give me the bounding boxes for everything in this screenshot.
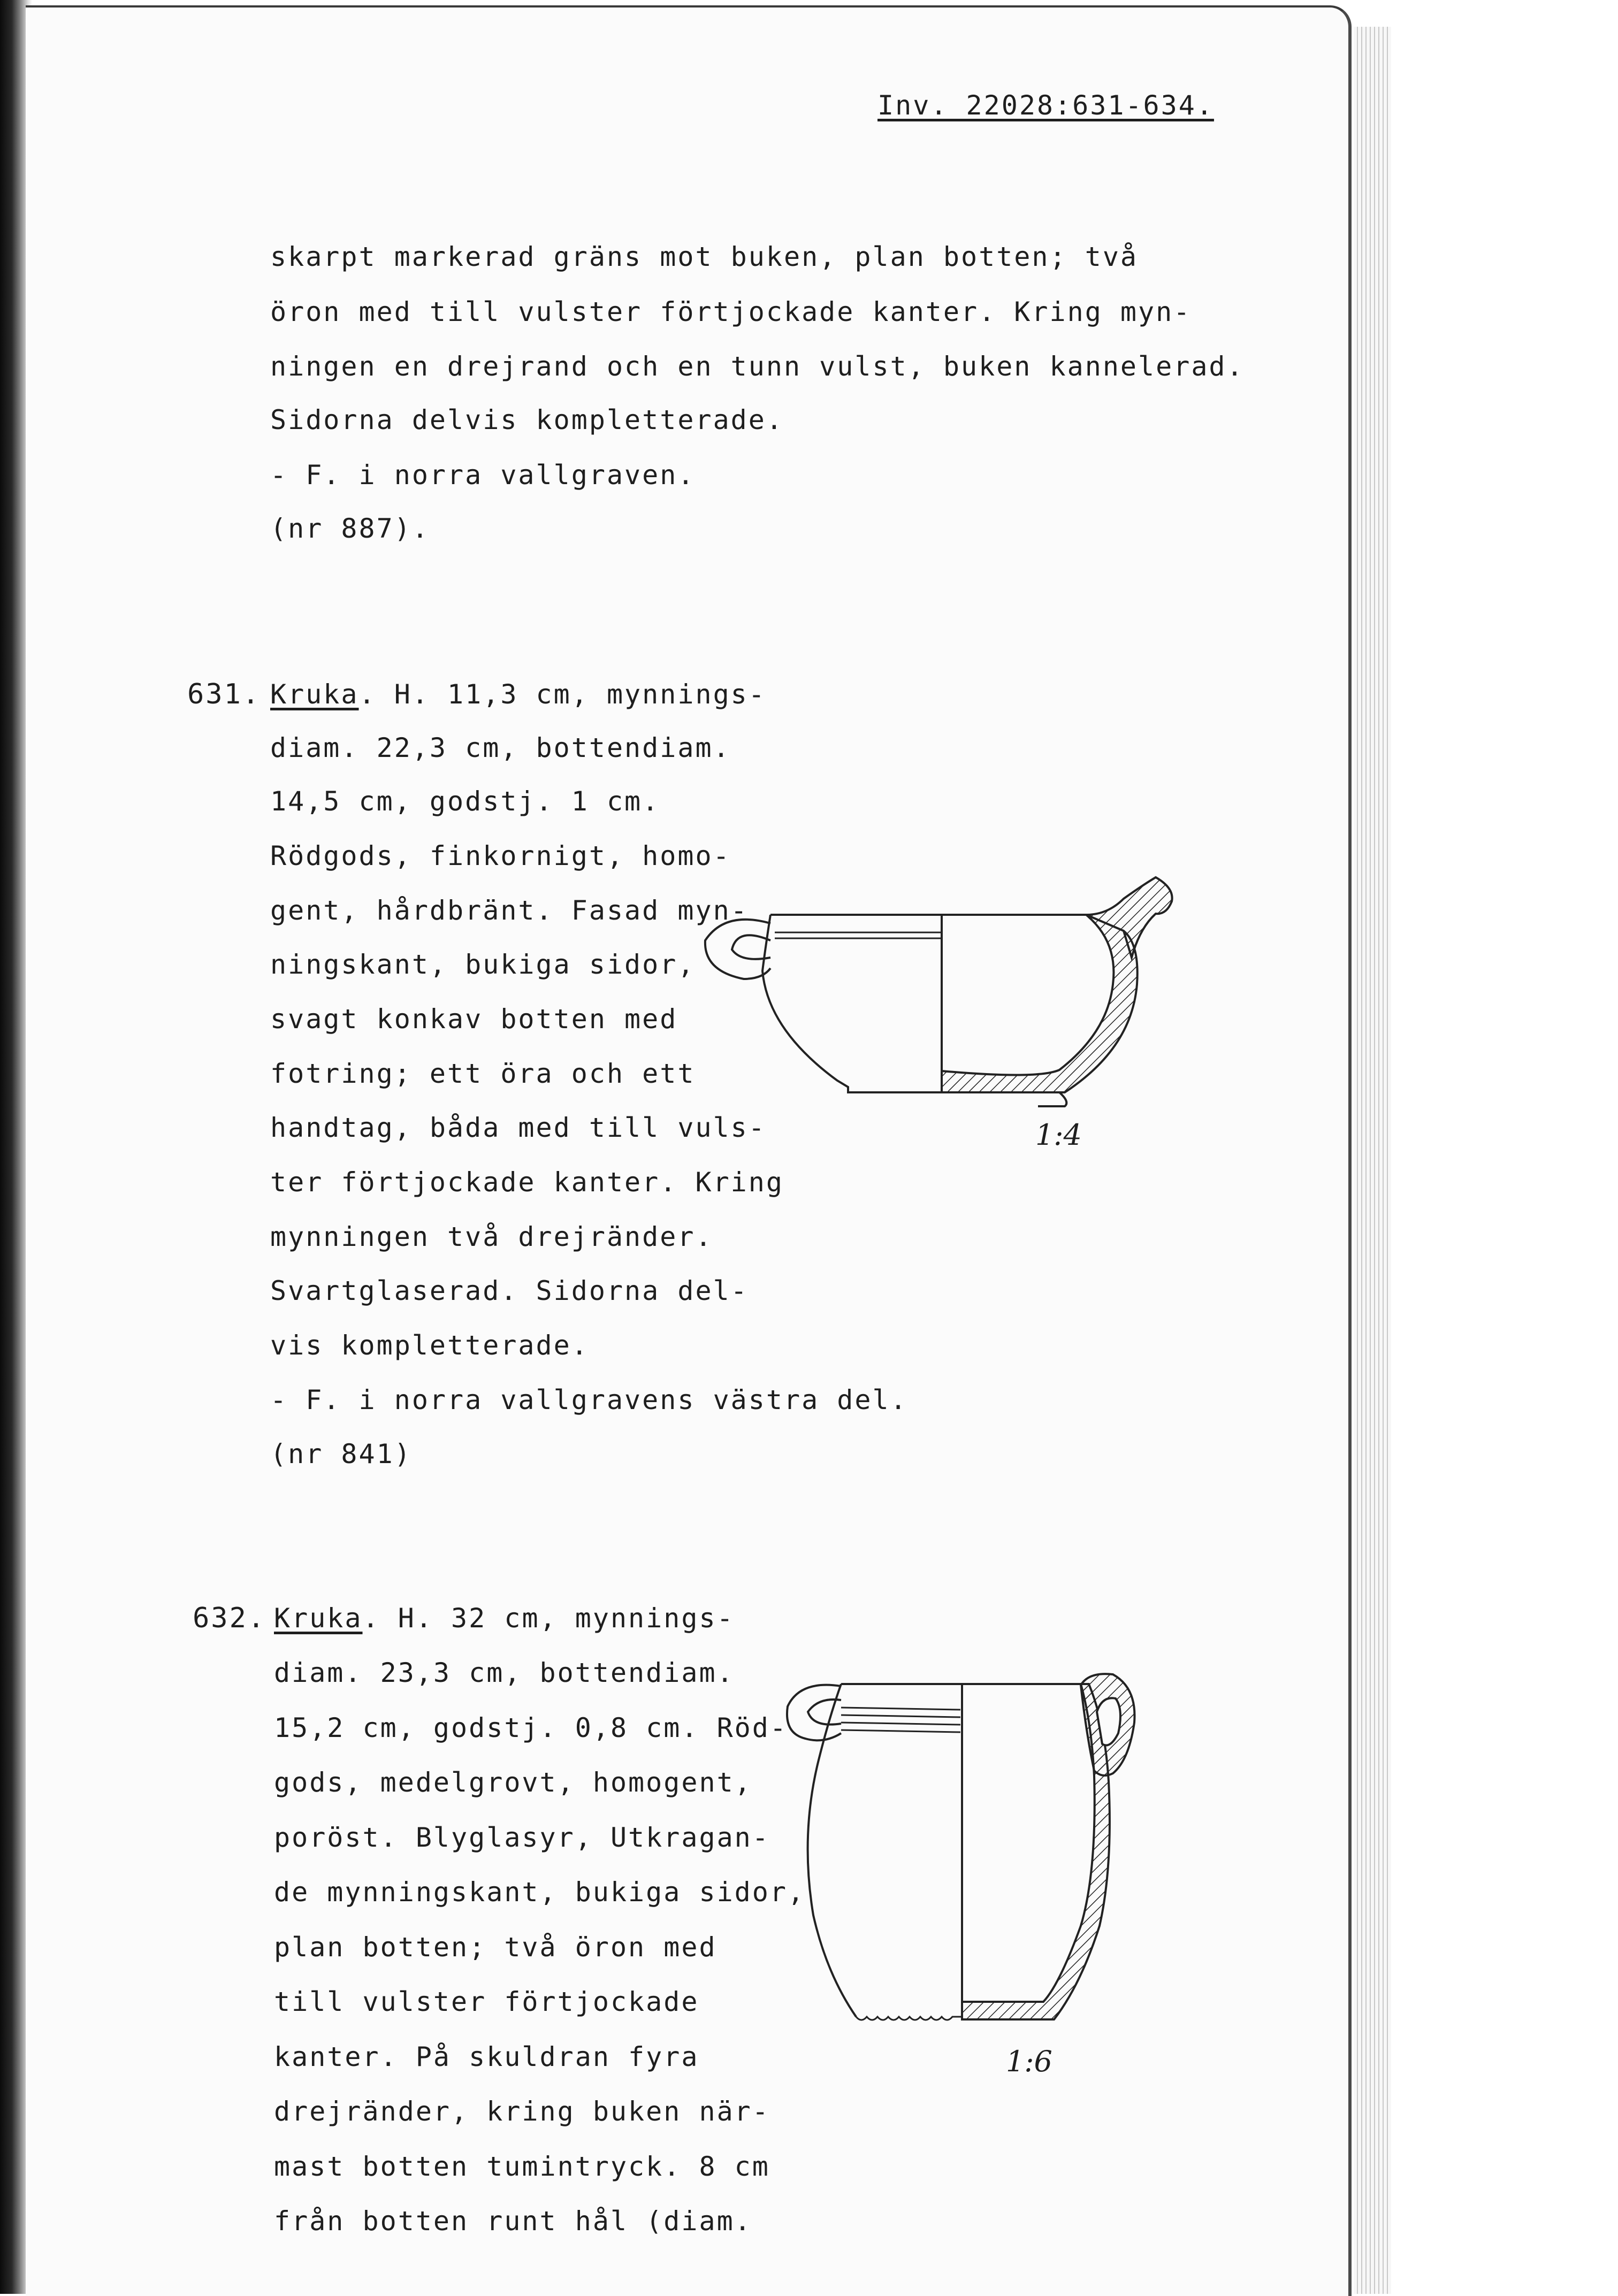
text-line: ningskant, bukiga sidor,: [270, 949, 696, 980]
text-line: (nr 841): [270, 1438, 412, 1470]
text-line: gods, medelgrovt, homogent,: [274, 1767, 752, 1798]
pot-profile-drawing-632: [781, 1674, 1145, 2038]
entry-number: 632.: [193, 1602, 266, 1634]
entry-first-line: [270, 678, 766, 710]
text-line: mynningen två drejränder.: [270, 1221, 713, 1252]
text-line: drejränder, kring buken när-: [274, 2096, 770, 2127]
text-line: diam. 23,3 cm, bottendiam.: [274, 1657, 735, 1688]
entry-first-line: [274, 1602, 735, 1634]
entry-first-line-rest: . H. 11,3 cm, mynnings-: [358, 679, 766, 710]
text-line: svagt konkav botten med: [270, 1004, 678, 1035]
text-line: kanter. På skuldran fyra: [274, 2041, 699, 2072]
entry-number: 631.: [187, 678, 261, 710]
text-line: de mynningskant, bukiga sidor,: [274, 1877, 806, 1908]
inventory-reference: Inv. 22028:631-634.: [877, 90, 1214, 121]
text-line: diam. 22,3 cm, bottendiam.: [270, 732, 731, 763]
text-line: skarpt markerad gräns mot buken, plan botten; två: [270, 241, 1139, 272]
object-name: Kruka: [274, 1603, 363, 1634]
text-line: vis kompletterade.: [270, 1330, 589, 1361]
text-line: till vulster förtjockade: [274, 1986, 699, 2017]
text-line: Sidorna delvis kompletterade.: [270, 404, 784, 435]
text-line: ningen en drejrand och en tunn vulst, buken kannelerad.: [270, 351, 1245, 382]
text-line: Rödgods, finkornigt, homo-: [270, 840, 731, 871]
text-line: 15,2 cm, godstj. 0,8 cm. Röd-: [274, 1712, 788, 1743]
text-line: - F. i norra vallgravens västra del.: [270, 1384, 908, 1415]
text-line: 14,5 cm, godstj. 1 cm.: [270, 786, 660, 817]
text-line: - F. i norra vallgraven.: [270, 460, 696, 491]
pot-profile-drawing-631: [696, 877, 1188, 1107]
text-line: gent, hårdbränt. Fasad myn-: [270, 895, 749, 926]
text-line: plan botten; två öron med: [274, 1932, 717, 1963]
text-line: (nr 887).: [270, 513, 430, 544]
text-line: handtag, båda med till vuls-: [270, 1112, 766, 1143]
text-line: Svartglaserad. Sidorna del-: [270, 1275, 749, 1306]
text-line: fotring; ett öra och ett: [270, 1058, 696, 1089]
text-line: poröst. Blyglasyr, Utkragan-: [274, 1822, 770, 1853]
drawing-scale-631: 1:4: [1035, 1118, 1082, 1152]
page-stack-edge: [1354, 27, 1391, 2294]
text-line: ter förtjockade kanter. Kring: [270, 1167, 784, 1198]
drawing-scale-632: 1:6: [1006, 2045, 1052, 2078]
text-line: från botten runt hål (diam.: [274, 2206, 752, 2237]
text-line: öron med till vulster förtjockade kanter. Kring myn-: [270, 296, 1192, 327]
text-line: mast botten tumintryck. 8 cm: [274, 2151, 770, 2182]
object-name: Kruka: [270, 679, 359, 710]
entry-first-line-rest: . H. 32 cm, mynnings-: [362, 1603, 735, 1634]
